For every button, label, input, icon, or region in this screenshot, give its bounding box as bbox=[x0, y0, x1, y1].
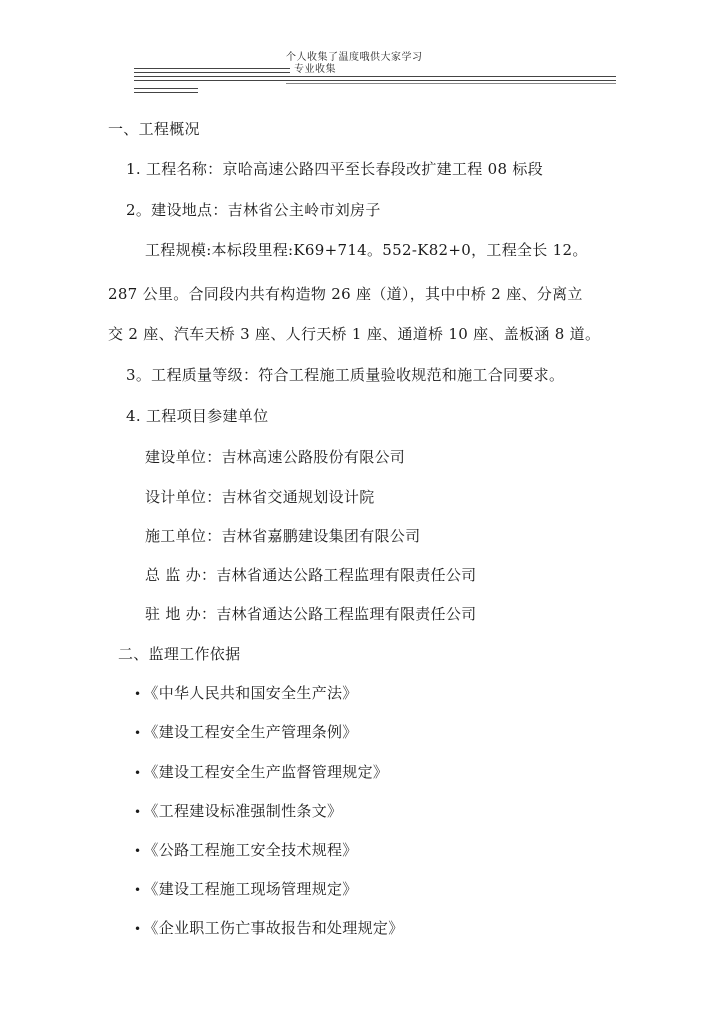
unit-item: 设计单位：吉林省交通规划设计院 bbox=[145, 488, 375, 506]
list-item bbox=[134, 918, 404, 939]
list-item bbox=[134, 683, 358, 704]
quality-grade: 3。工程质量等级：符合工程施工质量验收规范和施工合同要求。 bbox=[126, 366, 565, 384]
project-name: 1. 工程名称：京哈高速公路四平至长春段改扩建工程 08 标段 bbox=[126, 160, 544, 178]
bullet-icon: • bbox=[134, 687, 142, 701]
participants-heading: 4. 工程项目参建单位 bbox=[126, 407, 269, 425]
project-scale-line: 交 2 座、汽车天桥 3 座、人行天桥 1 座、通道桥 10 座、盖板涵 8 道。 bbox=[108, 325, 601, 343]
list-item-text: 《建设工程安全生产管理条例》 bbox=[143, 723, 358, 741]
header-rule bbox=[134, 68, 290, 73]
section-heading: 二、监理工作依据 bbox=[118, 645, 241, 663]
unit-item: 建设单位：吉林高速公路股份有限公司 bbox=[145, 448, 406, 466]
project-location: 2。建设地点：吉林省公主岭市刘房子 bbox=[126, 201, 381, 219]
bullet-icon: • bbox=[134, 883, 142, 897]
project-scale-line: 工程规模:本标段里程:K69+714。552-K82+0，工程全长 12。 bbox=[145, 241, 588, 259]
header-rule bbox=[134, 88, 198, 93]
list-item-text: 《企业职工伤亡事故报告和处理规定》 bbox=[143, 919, 404, 937]
header-subtitle: 专业收集 bbox=[294, 64, 336, 75]
bullet-icon: • bbox=[134, 805, 142, 819]
header-underline bbox=[286, 83, 616, 84]
bullet-icon: • bbox=[134, 844, 142, 858]
unit-item: 施工单位：吉林省嘉鹏建设集团有限公司 bbox=[145, 527, 421, 545]
list-item bbox=[134, 879, 358, 900]
bullet-icon: • bbox=[134, 766, 142, 780]
unit-item: 总 监 办：吉林省通达公路工程监理有限责任公司 bbox=[145, 566, 477, 584]
list-item-text: 《建设工程施工现场管理规定》 bbox=[143, 880, 358, 898]
list-item-text: 《工程建设标准强制性条文》 bbox=[143, 802, 343, 820]
section-heading: 一、工程概况 bbox=[108, 120, 200, 138]
header-title: 个人收集了温度哦供大家学习 bbox=[286, 52, 423, 63]
list-item-text: 《公路工程施工安全技术规程》 bbox=[143, 841, 358, 859]
list-item-text: 《中华人民共和国安全生产法》 bbox=[143, 684, 358, 702]
header-rule bbox=[134, 76, 616, 81]
list-item-text: 《建设工程安全生产监督管理规定》 bbox=[143, 763, 389, 781]
bullet-icon: • bbox=[134, 922, 142, 936]
list-item bbox=[134, 840, 358, 861]
bullet-icon: • bbox=[134, 726, 142, 740]
list-item bbox=[134, 801, 342, 822]
unit-item: 驻 地 办：吉林省通达公路工程监理有限责任公司 bbox=[145, 605, 477, 623]
project-scale-line: 287 公里。合同段内共有构造物 26 座（道），其中中桥 2 座、分离立 bbox=[108, 285, 583, 303]
list-item bbox=[134, 722, 358, 743]
list-item bbox=[134, 762, 388, 783]
